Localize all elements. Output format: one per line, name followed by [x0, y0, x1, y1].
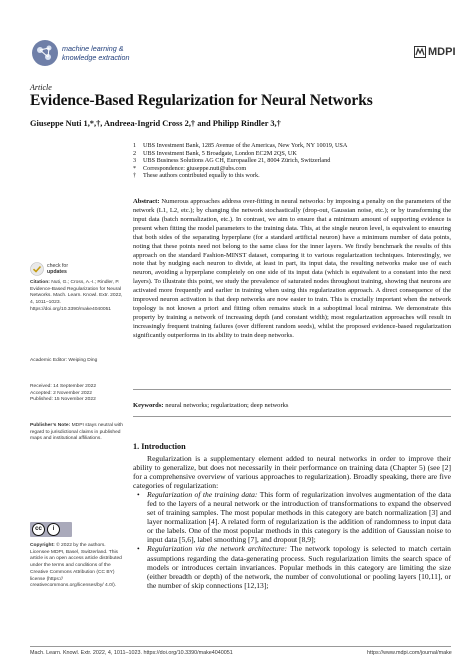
check-updates-line2: updates	[47, 269, 67, 275]
divider	[133, 416, 451, 417]
journal-url-link[interactable]: https://www.mdpi.com/journal/make	[367, 650, 452, 656]
bullet-icon: •	[137, 544, 140, 554]
journal-logo-icon	[30, 38, 60, 68]
mdpi-mark-icon	[414, 46, 426, 58]
affiliation-item: 2 UBS Investment Bank, 5 Broadgate, London EC2M 2QS, UK	[133, 149, 297, 157]
introduction-body	[133, 454, 451, 590]
journal-name	[62, 44, 130, 62]
mdpi-logo	[414, 46, 456, 58]
list-item-text: The network topology is selected to match certain assumptions regarding the data-generating process. Such regularization limits the search space of models or introduces certain invariances. Popular methods in this category are limiting the size (either breadth or depth) of the network, the number of convolutional or pooling layers [10,11], or the number of skip connections [12,13];	[147, 544, 451, 590]
bullet-icon: •	[137, 490, 140, 500]
citation-text: Nuti, G.; Cross, A.-I.; Rindler, P. Evidence-Based Regularization for Neural Networks. Mach. Learn. Knowl. Extr. 2022, 4, 1011–1023. https://doi.org/10.3390/make4040051	[30, 280, 123, 312]
check-updates-line1: check for	[47, 263, 69, 269]
received-date: Received: 14 September 2022	[30, 384, 97, 389]
abstract-label: Abstract:	[133, 198, 160, 205]
publication-dates	[30, 384, 125, 404]
list-item	[133, 490, 451, 544]
academic-editor: Academic Editor: Weiping Ding	[30, 358, 98, 363]
copyright-block	[30, 543, 125, 590]
list-item	[133, 544, 451, 589]
mdpi-logo-text: MDPI	[428, 46, 456, 58]
list-item-lead: Regularization of the training data:	[147, 490, 258, 500]
cc-icon: cc	[32, 523, 45, 536]
correspondence: * Correspondence: giuseppe.nuti@ubs.com	[133, 164, 247, 172]
abstract	[133, 198, 451, 341]
keywords-label: Keywords:	[133, 402, 164, 409]
citation-label: Citation:	[30, 280, 50, 285]
divider	[133, 389, 451, 390]
affiliation-item: 3 UBS Business Solutions AG CH, Europaallee 21, 8004 Zürich, Switzerland	[133, 157, 331, 165]
footer-citation: Mach. Learn. Knowl. Extr. 2022, 4, 1011–1023. https://doi.org/10.3390/make4040051	[30, 650, 233, 656]
equal-contribution-note: † These authors contributed equally to this work.	[133, 172, 260, 180]
journal-name-line1: machine learning &	[62, 44, 124, 53]
affiliation-item: 1 UBS Investment Bank, 1285 Avenue of the Americas, New York, NY 10019, USA	[133, 142, 348, 149]
intro-paragraph: Regularization is a supplementary element added to neural networks in order to improve their ability to generalize, but does not necessarily in their performance on training data (Chapter 5) (see [2] for a comprehensive overview of various approaches to regularization). Broadly speaking, there are five categories of regularization:	[133, 454, 451, 491]
abstract-text: Numerous approaches address over-fitting in neural networks: by imposing a penalty on the parameters of the network (L1, L2, etc.); by changing the network stochastically (drop-out, Gaussian noise, etc.); or by transforming the input data (batch normalization, etc.). In contrast, we aim to ensure that a minimum amount of supporting evidence is present when fitting the model parameters to the training data. This, at the single neuron level, is equivalent to ensuring that both sides of the separating hyperplane (for a standard artificial neuron) have a minimum number of data points, noting that these points need not belong to the same class for the inner layers. We firstly benchmark the results of this approach on the standard Fashion-MINST dataset, comparing it to various regularization techniques. Interestingly, we note that by nudging each neuron to divide, at least in part, its input data, the resulting networks make use of each neuron, avoiding a hyperplane completely on one side of its input data (which is equivalent to a constant into the next layers). To illustrate this point, we study the prevalence of saturated nodes throughout training, showing that neurons are activated more frequently and earlier in training when using this regularization approach. A direct consequence of the improved neuron activation is that deep networks are now easier to train. This is crucially important when the network topology is not known a priori and fitting often remains stuck in a suboptimal local minima. We demonstrate this property by training a network of increasing depth (and constant width); most regularization approaches will result in increasingly frequent training failures (over different random seeds), whilst the proposed evidence-based regularization significantly outperforms in its ability to train deep networks.	[133, 198, 452, 339]
keywords-text: neural networks; regularization; deep networks	[165, 402, 289, 409]
article-title: Evidence-Based Regularization for Neural Networks	[30, 92, 373, 109]
check-for-updates-badge[interactable]	[30, 262, 68, 276]
publisher-note	[30, 423, 125, 443]
journal-name-line2: knowledge extraction	[62, 53, 130, 62]
author-list: Giuseppe Nuti 1,*,†, Andreea-Ingrid Cross 2,† and Philipp Rindler 3,†	[30, 119, 281, 128]
cc-by-license-badge[interactable]	[30, 522, 72, 537]
accepted-date: Accepted: 2 November 2022	[30, 390, 92, 396]
citation-block	[30, 280, 125, 314]
footer-divider	[30, 646, 451, 647]
section-heading: 1. Introduction	[133, 442, 186, 451]
list-item-lead: Regularization via the network architecture:	[147, 544, 288, 554]
article-type: Article	[30, 83, 52, 92]
check-updates-icon	[30, 262, 44, 276]
affiliations	[133, 142, 453, 180]
list-item-text: This form of regularization involves augmentation of the data fed to the layers of a neural network or the introduction of transformations to expand the observed set of training samples. The most popular methods in this category are batch normalization [3] and layer normalization [4]. A related form of regularization is the addition of randomness to input data or the labels. One of the most popular methods in this category is the addition of Gaussian noise to input data [5,6], label smoothing [7], and dropout [8,9];	[147, 490, 451, 545]
attribution-icon: i	[47, 523, 60, 536]
copyright-text: © 2022 by the authors. Licensee MDPI, Basel, Switzerland. This article is an open access article distributed under the terms and conditions of the Creative Commons Attribution (CC BY) license (https:// creativecommons.org/licenses/by/ 4.0/).	[30, 543, 122, 589]
copyright-label: Copyright:	[30, 543, 55, 548]
keywords	[133, 402, 451, 411]
publisher-note-text: MDPI stays neutral with regard to jurisdictional claims in published maps and institutional affiliations.	[30, 423, 123, 442]
publisher-note-label: Publisher’s Note:	[30, 423, 71, 428]
published-date: Published: 15 November 2022	[30, 397, 96, 403]
